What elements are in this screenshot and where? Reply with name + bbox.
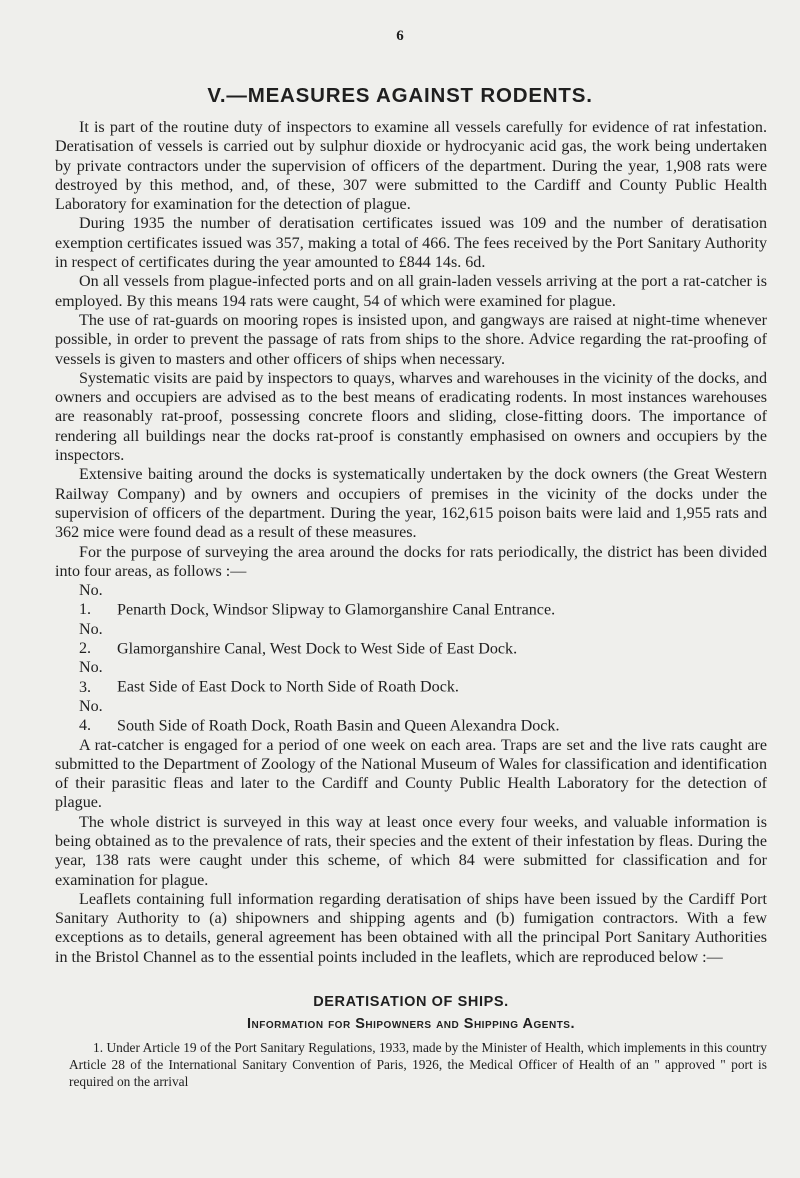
paragraph-rat-catcher: On all vessels from plague-infected ports and on all grain-laden vessels arriving at the port a rat-catcher is employed. By this means 194 rats were caught, 54 of which were examined for plague. bbox=[55, 273, 767, 310]
list-item bbox=[55, 658, 767, 697]
leaflet-title: DERATISATION OF SHIPS. bbox=[313, 994, 509, 1011]
paragraph-vessel-deratisation: It is part of the routine duty of inspectors to examine all vessels carefully for evidence of rat infestation. Deratisation of vessels is carried out by sulphur dioxide or hydrocyanic acid gas, the work being undertaken by private contractors under the supervision of officers of the department. During the year, 1,908 rats were destroyed by this method, and, of these, 307 were submitted to the Cardiff and County Public Health Laboratory for examination for the detection of plague. bbox=[55, 119, 767, 214]
paragraph-leaflets: Leaflets containing full information regarding deratisation of ships have been issued by the Cardiff Port Sanitary Authority to (a) shipowners and shipping agents and (b) fumigation contractors. With a few exceptions as to details, general agreement has been obtained with all the principal Port Sanitary Authorities in the Bristol Channel as to the essential points included in the leaflets, which are reproduced below :— bbox=[55, 890, 767, 966]
area-number: No. 1. bbox=[79, 582, 103, 619]
paragraph-traps: A rat-catcher is engaged for a period of one week on each area. Traps are set and the live rats caught are submitted to the Department of Zoology of the National Museum of Wales for classification and identification of their parasitic fleas and later to the Cardiff and County Public Health Laboratory for the detection of plague. bbox=[55, 736, 767, 812]
area-description: East Side of East Dock to North Side of Roath Dock. bbox=[117, 678, 459, 696]
leaflet-subtitle: Information for Shipowners and Shipping Agents. bbox=[246, 1016, 575, 1033]
list-item bbox=[55, 581, 767, 620]
area-number: No. 2. bbox=[79, 620, 103, 658]
paragraph-systematic-visits: Systematic visits are paid by inspectors to quays, wharves and warehouses in the vicinity of the docks, and owners and occupiers are advised as to the best means of eradicating rodents. In most instances warehouses are reasonably rat-proof, possessing concrete floors and sliding, close-fitting doors. The importance of rendering all buildings near the docks rat-proof is constantly emphasised on owners and occupiers by the inspectors. bbox=[55, 369, 767, 465]
area-description: South Side of Roath Dock, Roath Basin and Queen Alexandra Dock. bbox=[117, 717, 560, 735]
leaflet-paragraph: 1. Under Article 19 of the Port Sanitary Regulations, 1933, made by the Minister of Health, which implements in this country Article 28 of the International Sanitary Convention of Paris, 1926, the Medical Officer of Health of an " approved " port is required on the arrival bbox=[69, 1039, 767, 1089]
page-number: 6 bbox=[396, 28, 404, 44]
area-number: No. 4. bbox=[79, 697, 103, 735]
paragraph-district-survey: The whole district is surveyed in this way at least once every four weeks, and valuable information is being obtained as to the prevalence of rats, their species and the extent of their infestation by fleas. During the year, 138 rats were caught under this scheme, of which 84 were submitted for classification and for examination for plague. bbox=[55, 813, 767, 889]
paragraph-rat-guards: The use of rat-guards on mooring ropes is insisted upon, and gangways are raised at night-time whenever possible, in order to prevent the passage of rats from ships to the shore. Advice regarding the rat-proofing of vessels is given to masters and other officers of ships when necessary. bbox=[55, 311, 767, 368]
paragraph-survey-areas-intro: For the purpose of surveying the area around the docks for rats periodically, the district has been divided into four areas, as follows :— bbox=[55, 543, 767, 580]
list-item bbox=[55, 620, 767, 659]
list-item bbox=[55, 697, 767, 736]
survey-area-list bbox=[55, 581, 767, 735]
paragraph-baiting: Extensive baiting around the docks is systematically undertaken by the dock owners (the Great Western Railway Company) and by owners and occupiers of premises in the vicinity of the docks under the supervision of officers of the department. During the year, 162,615 poison baits were laid and 1,955 rats and 362 mice were found dead as a result of these measures. bbox=[55, 466, 767, 542]
section-title: V.—MEASURES AGAINST RODENTS. bbox=[207, 84, 593, 107]
report-body bbox=[55, 118, 767, 1090]
area-description: Penarth Dock, Windsor Slipway to Glamorganshire Canal Entrance. bbox=[117, 601, 556, 619]
area-number: No. 3. bbox=[79, 659, 103, 696]
paragraph-certificates: During 1935 the number of deratisation certificates issued was 109 and the number of deratisation exemption certificates issued was 357, making a total of 466. The fees received by the Port Sanitary Authority in respect of certificates during the year amounted to £844 14s. 6d. bbox=[55, 215, 767, 272]
area-description: Glamorganshire Canal, West Dock to West Side of East Dock. bbox=[117, 640, 518, 658]
